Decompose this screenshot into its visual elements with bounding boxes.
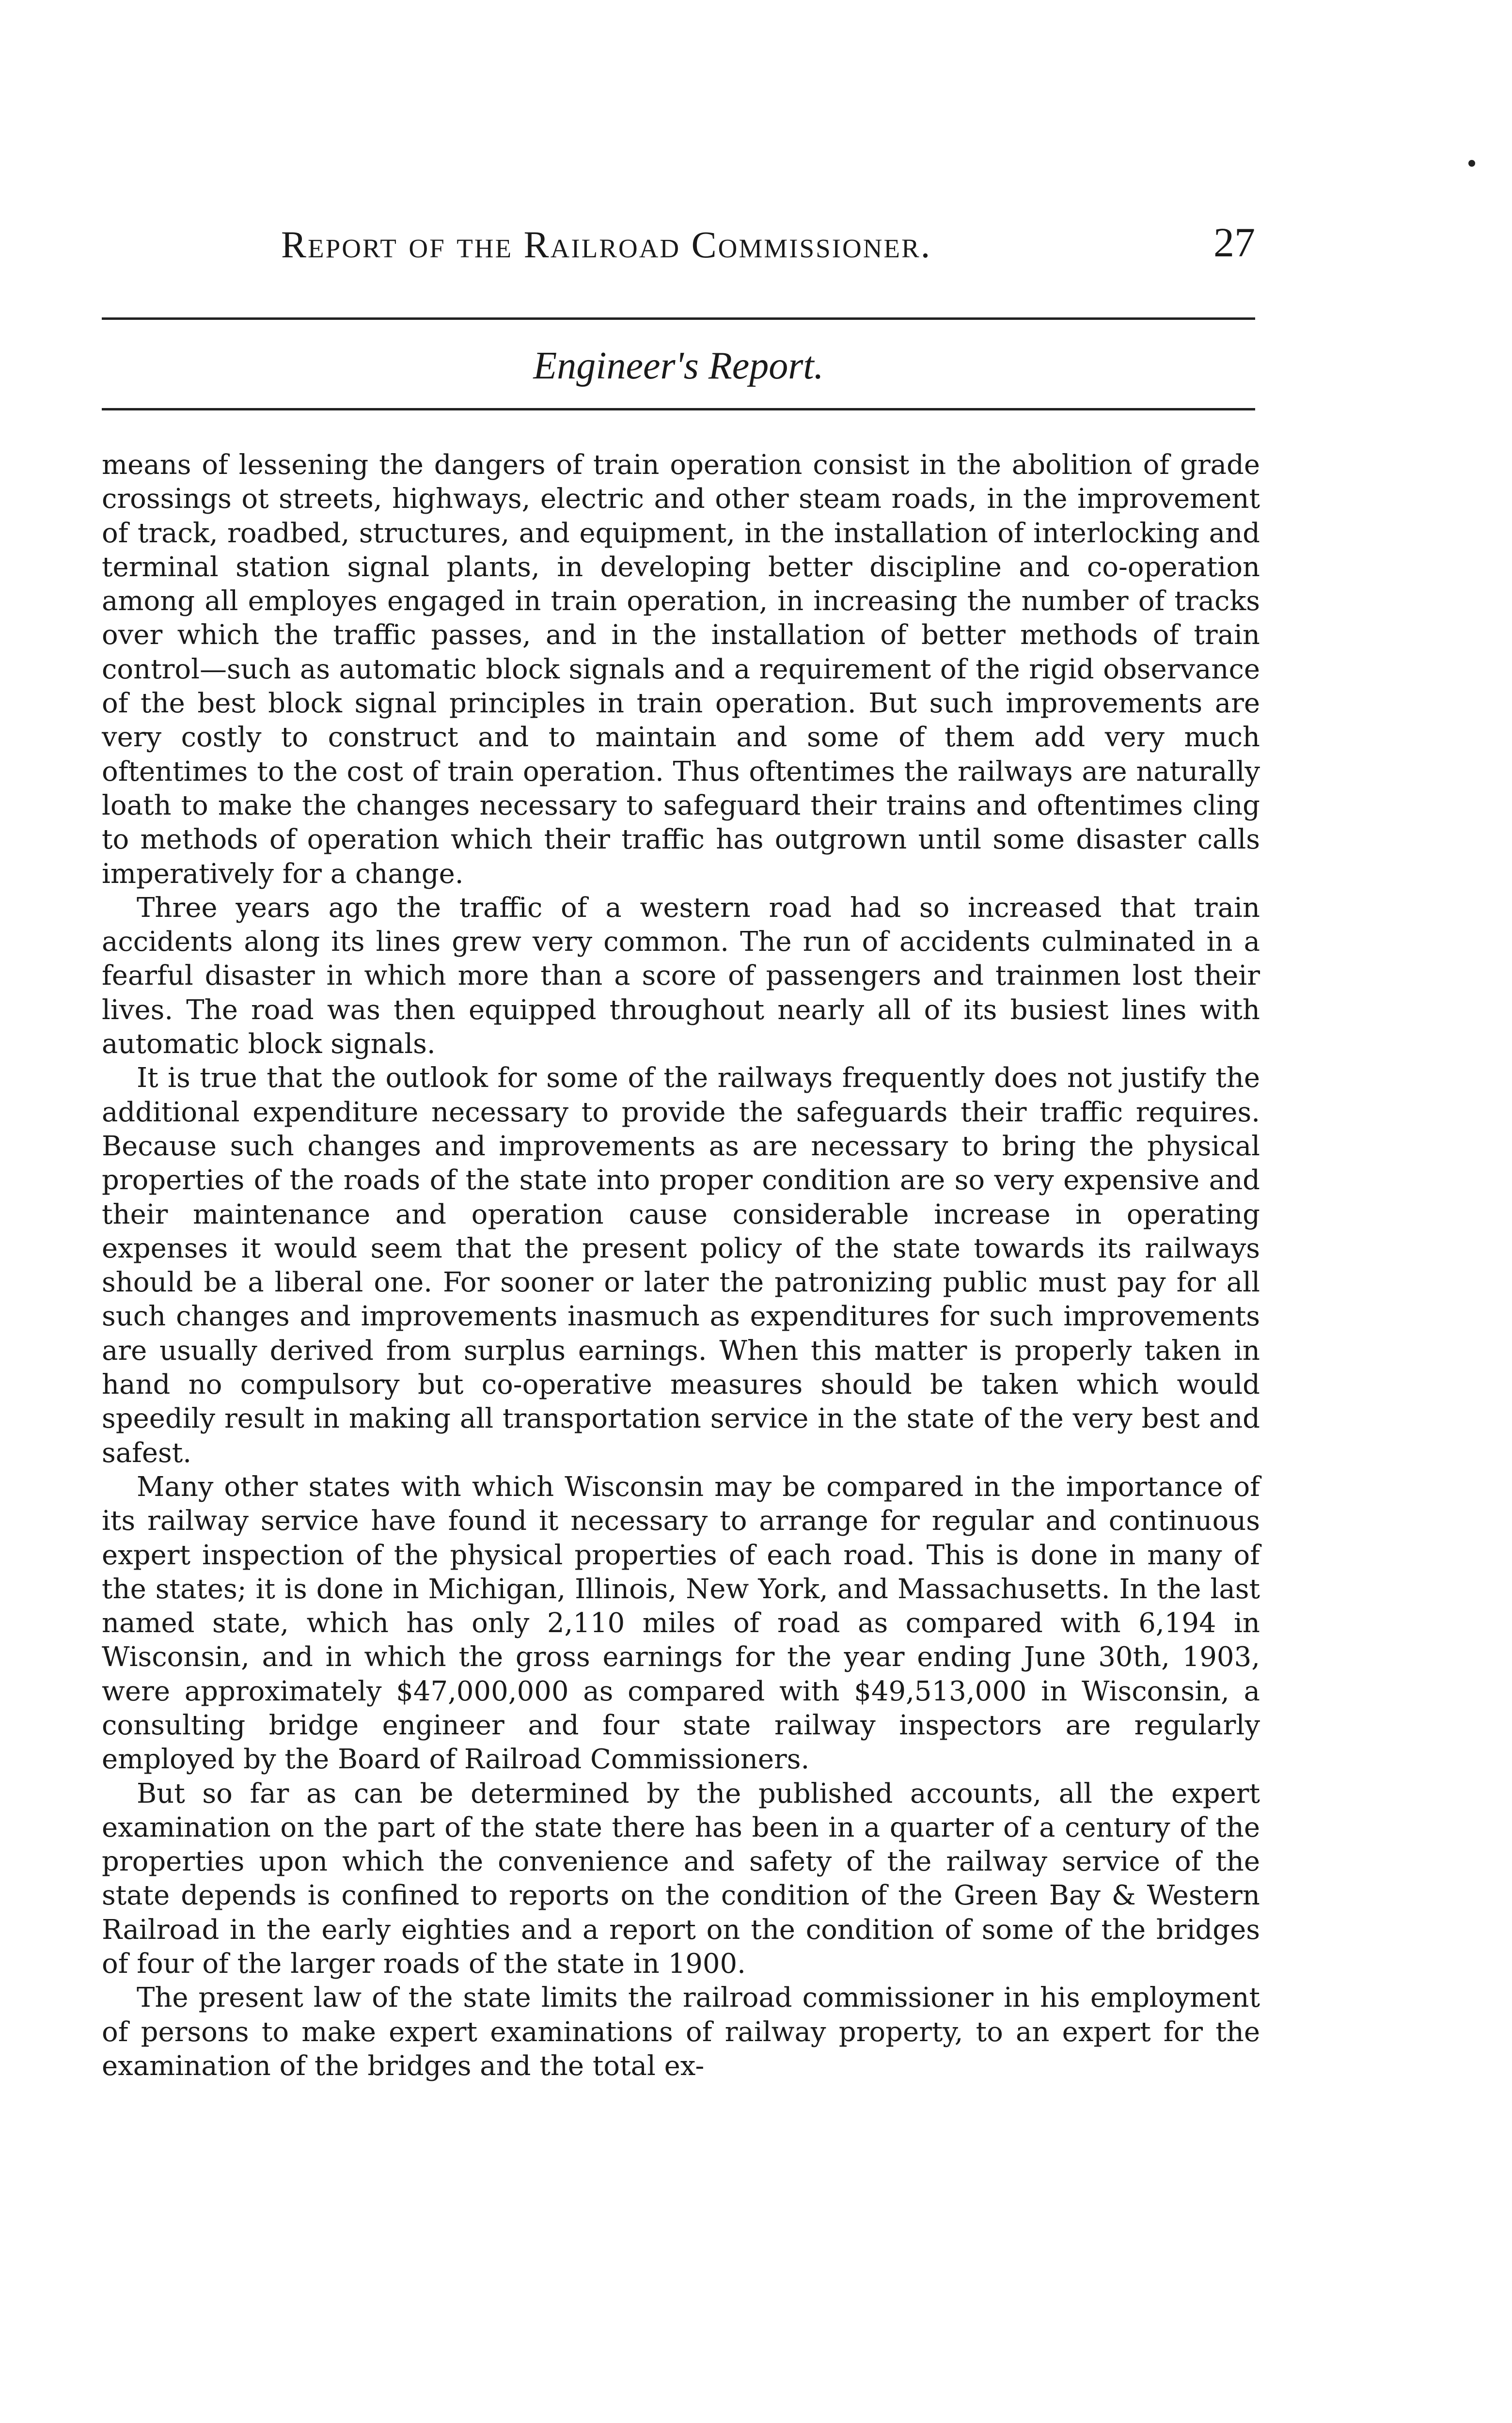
paragraph: Many other states with which Wisconsin may be compared in the importance of its railway service have found it necessary to arrange for regular and continuous expert inspection of the physical properties of each road. This is done in many of the states; it is done in Michigan, Illinois, New York, and Massachusetts. In the last named state, which has only 2,110 miles of road as compared with 6,194 in Wisconsin, and in which the gross earnings for the year ending June 30th, 1903, were approximately $47,000,000 as compared with $49,513,000 in Wisconsin, a consulting bridge engineer and four state railway inspectors are regularly employed by the Board of Railroad Commissioners. [102,1471,1260,1776]
paragraph: The present law of the state limits the railroad commissioner in his employment of persons to make expert examinations of railway property, to an expert for the examination of the bridges and the total ex- [102,1982,1260,2082]
running-head [102,218,1255,276]
header-rule-bottom [102,408,1255,410]
running-head-title: Report of the Railroad Commissioner. [281,223,932,266]
section-heading: Engineer's Report. [533,345,824,387]
paragraph: Three years ago the traffic of a western road had so increased that train accidents along its lines grew very common. The run of accidents culminated in a fearful disaster in which more than a score of passengers and trainmen lost their lives. The road was then equipped throughout nearly all of its busiest lines with automatic block signals. [102,892,1260,1060]
body-text [102,448,1260,2083]
paragraph-continued: means of lessening the dangers of train operation consist in the abolition of grade crossings ot streets, highways, electric and other steam roads, in the improvement of track, roadbed, structures, and equipment, in the installation of interlocking and terminal station signal plants, in developing better discipline and co-operation among all employes engaged in train operation, in increasing the number of tracks over which the traffic passes, and in the installation of better methods of train control—such as automatic block signals and a requirement of the rigid observance of the best block signal principles in train operation. But such improvements are very costly to construct and to maintain and some of them add very much oftentimes to the cost of train operation. Thus oftentimes the railways are naturally loath to make the changes necessary to safeguard their trains and oftentimes cling to methods of operation which their traffic has outgrown until some disaster calls imperatively for a change. [102,449,1260,890]
paragraph: But so far as can be determined by the published accounts, all the expert examination on the part of the state there has been in a quarter of a century of the properties upon which the convenience and safety of the railway service of the state depends is confined to reports on the condition of the Green Bay & Western Railroad in the early eighties and a report on the condition of some of the bridges of four of the larger roads of the state in 1900. [102,1778,1260,1980]
header-rule-top [102,317,1255,320]
paragraph: It is true that the outlook for some of the railways frequently does not justify the additional expenditure necessary to provide the safeguards their traffic requires. Because such changes and improvements as are necessary to bring the physical properties of the roads of the state into proper condition are so very expensive and their maintenance and operation cause considerable increase in operating expenses it would seem that the present policy of the state towards its railways should be a liberal one. For sooner or later the patronizing public must pay for all such changes and improvements inasmuch as expenditures for such improvements are usually derived from surplus earnings. When this matter is properly taken in hand no compulsory but co-operative measures should be taken which would speedily result in making all transportation service in the state of the very best and safest. [102,1062,1260,1469]
page-number: 27 [1213,219,1255,266]
print-speck [1468,160,1475,167]
